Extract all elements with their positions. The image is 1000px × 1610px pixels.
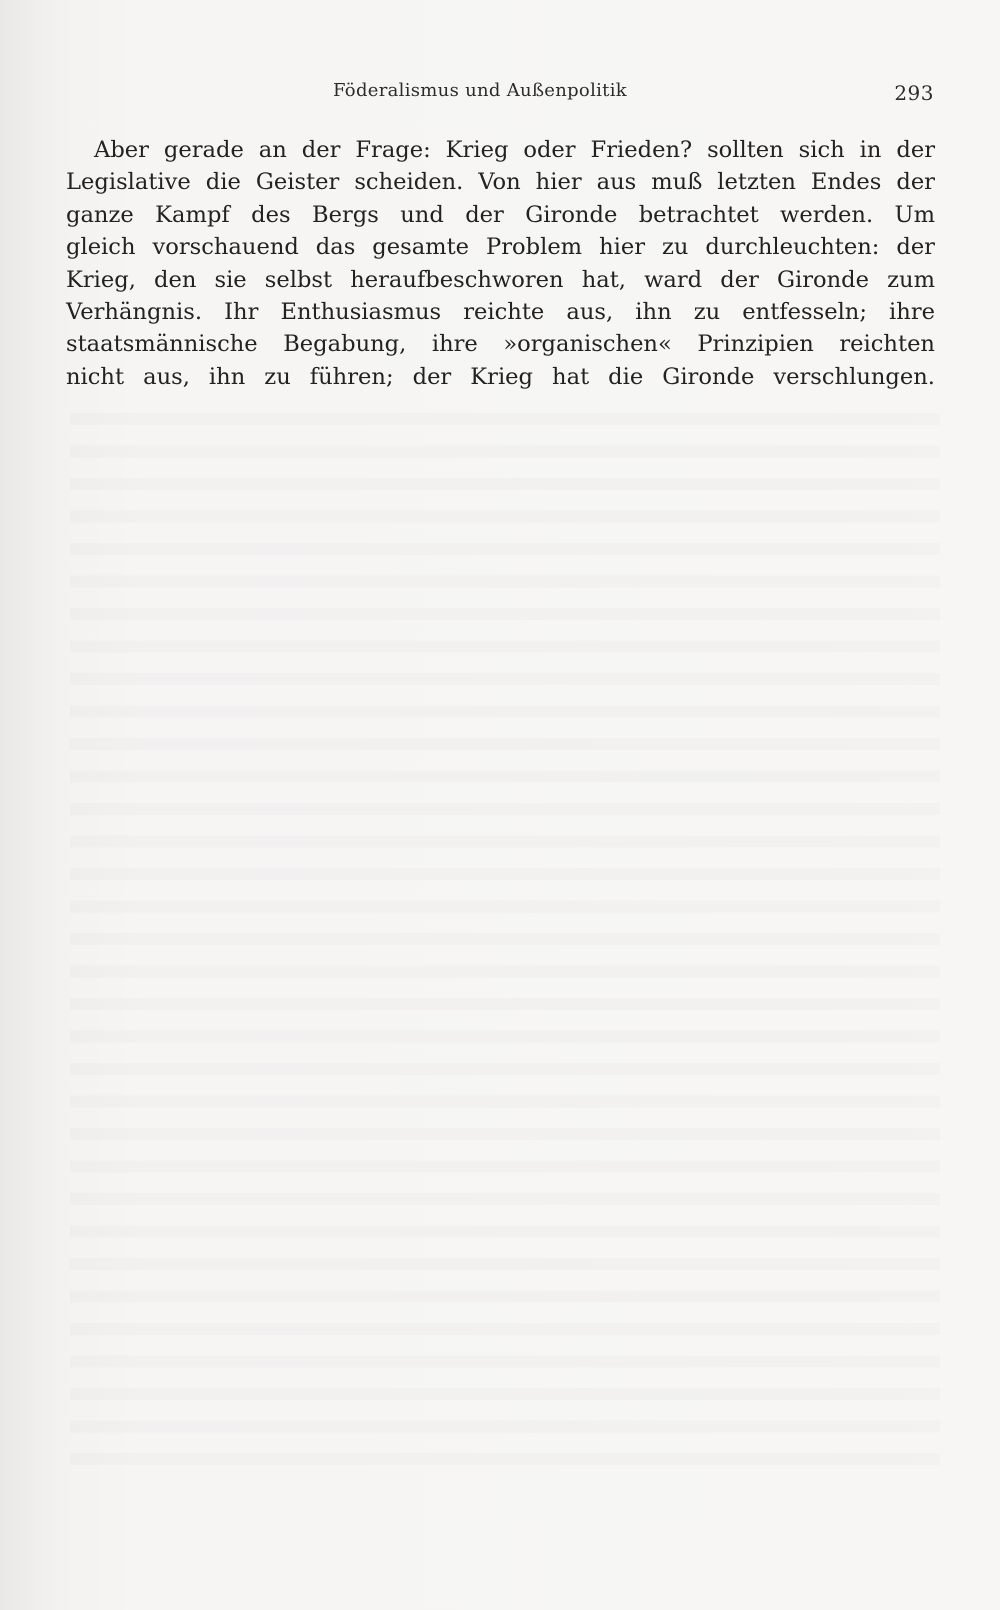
page-number: 293 <box>894 81 934 105</box>
text-line: Verhängnis. Ihr Enthusiasmus reichte aus, ihn zu entfesseln; ihre <box>66 298 935 325</box>
text-line: Krieg, den sie selbst heraufbeschworen hat, ward der Gironde zum <box>66 266 935 293</box>
running-head <box>0 76 1000 106</box>
text-line: ganze Kampf des Bergs und der Gironde betrachtet werden. Um <box>66 201 935 228</box>
text-line: staatsmännische Begabung, ihre »organischen« Prinzipien reichten <box>66 331 935 358</box>
text-line: nicht aus, ihn zu führen; der Krieg hat die Gironde verschlungen. <box>66 363 935 390</box>
text-line: Legislative die Geister scheiden. Von hier aus muß letzten Endes der <box>66 169 935 196</box>
text-line: gleich vorschauend das gesamte Problem hier zu durchleuchten: der <box>66 234 935 261</box>
show-through-texture <box>70 395 940 1475</box>
text-line: Aber gerade an der Frage: Krieg oder Frieden? sollten sich in der <box>94 137 935 163</box>
paragraph <box>66 134 935 393</box>
running-title: Föderalismus und Außenpolitik <box>333 80 627 101</box>
